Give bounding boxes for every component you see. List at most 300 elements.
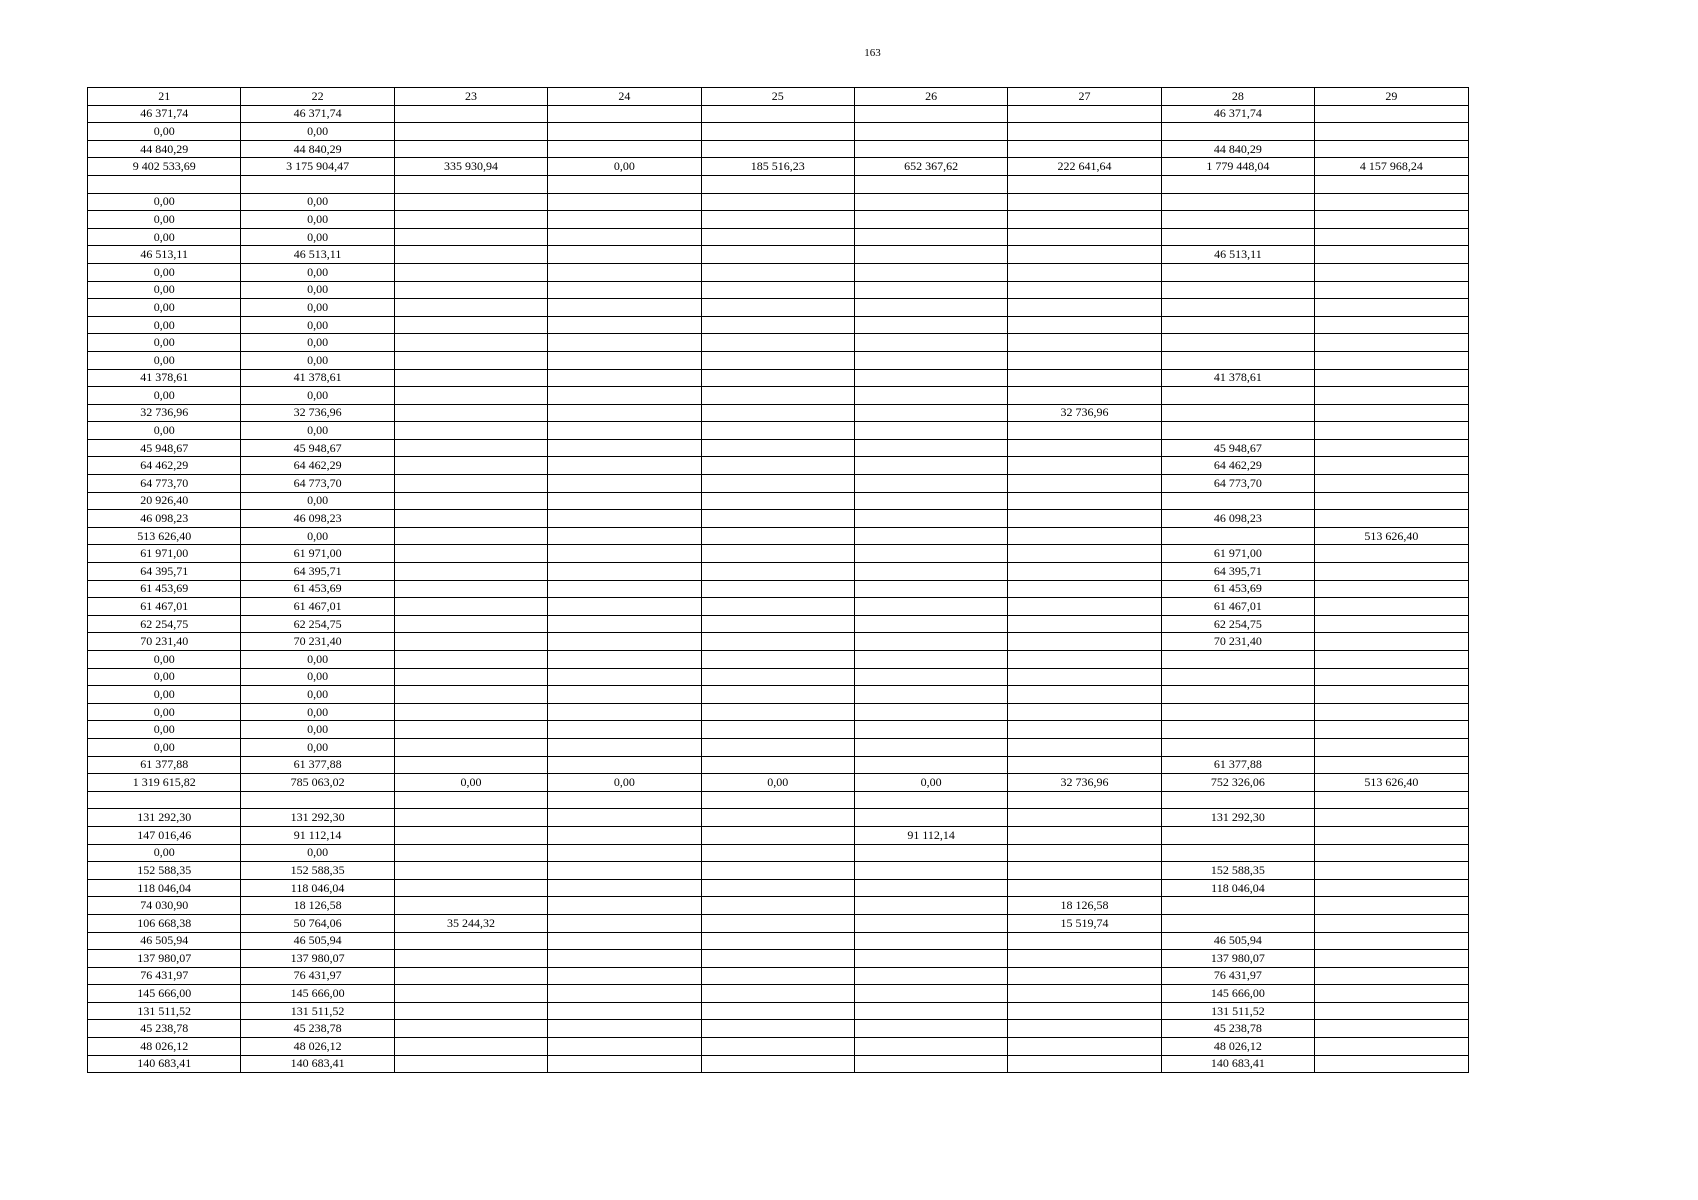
table-cell: 0,00 (241, 263, 394, 281)
table-cell (854, 615, 1007, 633)
table-cell (1008, 651, 1161, 669)
table-cell (1161, 686, 1314, 704)
table-cell: 41 378,61 (88, 369, 241, 387)
table-cell: 785 063,02 (241, 774, 394, 792)
table-cell (1008, 844, 1161, 862)
table-cell (548, 123, 701, 141)
table-cell: 131 292,30 (1161, 809, 1314, 827)
table-cell (854, 387, 1007, 405)
table-cell: 64 773,70 (1161, 475, 1314, 493)
table-row (88, 316, 1469, 334)
table-row (88, 527, 1469, 545)
table-cell (1161, 211, 1314, 229)
table-cell: 0,00 (88, 651, 241, 669)
table-cell (854, 721, 1007, 739)
table-cell: 45 238,78 (241, 1020, 394, 1038)
table-cell: 0,00 (88, 422, 241, 440)
table-cell (1315, 914, 1468, 932)
table-cell (394, 545, 547, 563)
table-cell: 131 292,30 (241, 809, 394, 827)
table-cell (701, 387, 854, 405)
table-cell: 61 453,69 (241, 580, 394, 598)
column-header: 22 (241, 88, 394, 106)
table-row (88, 615, 1469, 633)
table-cell: 0,00 (88, 738, 241, 756)
table-cell (548, 563, 701, 581)
table-cell: 0,00 (88, 668, 241, 686)
table-cell: 76 431,97 (241, 967, 394, 985)
table-cell (854, 844, 1007, 862)
table-cell (854, 809, 1007, 827)
table-cell (701, 193, 854, 211)
table-cell (1315, 703, 1468, 721)
table-cell (854, 422, 1007, 440)
table-cell (701, 1020, 854, 1038)
table-cell (854, 985, 1007, 1003)
table-cell: 0,00 (241, 299, 394, 317)
table-cell (854, 105, 1007, 123)
table-cell (241, 791, 394, 809)
table-cell: 70 231,40 (88, 633, 241, 651)
table-cell (1161, 351, 1314, 369)
column-header: 27 (1008, 88, 1161, 106)
table-cell: 4 157 968,24 (1315, 158, 1468, 176)
table-cell: 131 511,52 (1161, 1002, 1314, 1020)
table-cell (701, 563, 854, 581)
table-cell (394, 563, 547, 581)
table-cell (1008, 123, 1161, 141)
table-cell (1161, 404, 1314, 422)
table-cell (1315, 580, 1468, 598)
table-cell (1008, 351, 1161, 369)
table-cell (1161, 897, 1314, 915)
table-cell (1315, 985, 1468, 1003)
table-row (88, 158, 1469, 176)
table-cell: 91 112,14 (241, 826, 394, 844)
table-row (88, 774, 1469, 792)
table-cell (1008, 703, 1161, 721)
table-cell: 46 513,11 (1161, 246, 1314, 264)
table-cell (394, 527, 547, 545)
table-cell (1161, 914, 1314, 932)
table-row (88, 1055, 1469, 1073)
table-cell (394, 228, 547, 246)
table-cell (701, 738, 854, 756)
table-cell (1008, 1020, 1161, 1038)
table-cell (1008, 862, 1161, 880)
table-cell (548, 633, 701, 651)
table-cell (1315, 1038, 1468, 1056)
table-cell (394, 862, 547, 880)
table-cell (1008, 809, 1161, 827)
table-cell (1161, 844, 1314, 862)
table-cell: 152 588,35 (241, 862, 394, 880)
table-cell (548, 1055, 701, 1073)
table-cell: 0,00 (88, 123, 241, 141)
table-cell (1315, 246, 1468, 264)
table-cell (854, 668, 1007, 686)
table-cell: 0,00 (241, 211, 394, 229)
table-cell: 15 519,74 (1008, 914, 1161, 932)
table-cell (394, 510, 547, 528)
table-cell (701, 263, 854, 281)
table-cell (394, 105, 547, 123)
table-cell (854, 897, 1007, 915)
table-row (88, 246, 1469, 264)
table-cell (394, 140, 547, 158)
table-cell (701, 914, 854, 932)
table-row (88, 950, 1469, 968)
table-row (88, 686, 1469, 704)
table-cell (854, 1038, 1007, 1056)
table-cell: 64 395,71 (241, 563, 394, 581)
table-row (88, 545, 1469, 563)
table-cell: 0,00 (241, 738, 394, 756)
table-cell (1315, 598, 1468, 616)
table-cell: 0,00 (88, 299, 241, 317)
table-cell (854, 580, 1007, 598)
table-cell (854, 1002, 1007, 1020)
table-cell: 76 431,97 (88, 967, 241, 985)
table-row (88, 369, 1469, 387)
table-cell (394, 950, 547, 968)
table-cell (854, 598, 1007, 616)
table-cell (854, 334, 1007, 352)
table-cell (701, 334, 854, 352)
table-row (88, 738, 1469, 756)
table-cell (548, 299, 701, 317)
table-cell: 0,00 (241, 668, 394, 686)
table-cell (1008, 985, 1161, 1003)
table-cell (1315, 334, 1468, 352)
table-cell (701, 123, 854, 141)
table-cell: 752 326,06 (1161, 774, 1314, 792)
table-cell: 0,00 (241, 492, 394, 510)
table-cell (1008, 1038, 1161, 1056)
table-cell: 61 467,01 (241, 598, 394, 616)
table-cell: 513 626,40 (88, 527, 241, 545)
table-cell: 1 319 615,82 (88, 774, 241, 792)
table-row (88, 299, 1469, 317)
table-cell (854, 950, 1007, 968)
table-cell: 0,00 (88, 334, 241, 352)
table-cell: 46 371,74 (88, 105, 241, 123)
table-row (88, 932, 1469, 950)
table-cell (1315, 475, 1468, 493)
table-cell (394, 492, 547, 510)
table-cell (854, 316, 1007, 334)
table-row (88, 633, 1469, 651)
table-cell (701, 175, 854, 193)
table-cell (548, 422, 701, 440)
table-cell (854, 527, 1007, 545)
table-cell (394, 633, 547, 651)
table-cell (1008, 527, 1161, 545)
table-cell (1008, 756, 1161, 774)
table-cell: 0,00 (88, 263, 241, 281)
table-cell: 185 516,23 (701, 158, 854, 176)
table-cell (548, 967, 701, 985)
table-cell (394, 721, 547, 739)
table-cell: 32 736,96 (1008, 404, 1161, 422)
table-cell: 46 098,23 (241, 510, 394, 528)
table-row (88, 510, 1469, 528)
table-row (88, 598, 1469, 616)
table-cell (394, 756, 547, 774)
table-cell (701, 897, 854, 915)
table-cell (1315, 123, 1468, 141)
table-cell (854, 457, 1007, 475)
table-cell (1161, 492, 1314, 510)
table-cell (394, 299, 547, 317)
table-cell (1008, 563, 1161, 581)
table-cell (394, 263, 547, 281)
table-cell (394, 175, 547, 193)
table-cell (1008, 932, 1161, 950)
table-cell (1161, 193, 1314, 211)
table-cell (1161, 791, 1314, 809)
table-cell (701, 826, 854, 844)
table-row (88, 668, 1469, 686)
table-cell (1008, 879, 1161, 897)
table-cell (1315, 686, 1468, 704)
table-cell (1008, 668, 1161, 686)
table-cell (1008, 369, 1161, 387)
table-cell (1315, 615, 1468, 633)
table-row (88, 967, 1469, 985)
table-cell: 35 244,32 (394, 914, 547, 932)
table-cell (1008, 334, 1161, 352)
table-cell (548, 862, 701, 880)
table-cell (394, 475, 547, 493)
table-cell (1161, 721, 1314, 739)
table-cell (1161, 228, 1314, 246)
column-header: 21 (88, 88, 241, 106)
table-cell: 46 513,11 (241, 246, 394, 264)
table-cell: 0,00 (241, 721, 394, 739)
table-cell (854, 967, 1007, 985)
table-cell: 46 371,74 (1161, 105, 1314, 123)
table-cell (548, 492, 701, 510)
table-cell: 0,00 (241, 316, 394, 334)
table-cell (854, 756, 1007, 774)
table-cell (1315, 1002, 1468, 1020)
table-cell: 32 736,96 (241, 404, 394, 422)
table-cell (701, 756, 854, 774)
table-cell (548, 475, 701, 493)
table-cell (701, 439, 854, 457)
table-cell (1008, 545, 1161, 563)
table-cell (548, 140, 701, 158)
table-cell (1315, 1020, 1468, 1038)
table-cell (1161, 334, 1314, 352)
table-cell: 48 026,12 (88, 1038, 241, 1056)
table-cell (394, 369, 547, 387)
table-cell (701, 105, 854, 123)
table-cell: 0,00 (88, 316, 241, 334)
table-cell: 335 930,94 (394, 158, 547, 176)
table-row (88, 439, 1469, 457)
table-cell (394, 1055, 547, 1073)
table-cell (701, 598, 854, 616)
table-cell: 46 505,94 (241, 932, 394, 950)
table-cell: 137 980,07 (1161, 950, 1314, 968)
table-cell (1315, 105, 1468, 123)
table-cell (701, 228, 854, 246)
table-row (88, 563, 1469, 581)
table-cell: 0,00 (548, 158, 701, 176)
table-cell: 61 377,88 (88, 756, 241, 774)
table-body (88, 105, 1469, 1073)
table-cell (1008, 615, 1161, 633)
table-cell (1315, 439, 1468, 457)
table-row (88, 492, 1469, 510)
table-cell: 50 764,06 (241, 914, 394, 932)
table-cell (1315, 351, 1468, 369)
table-cell (548, 334, 701, 352)
table-row (88, 263, 1469, 281)
table-cell: 61 971,00 (1161, 545, 1314, 563)
table-cell (701, 950, 854, 968)
table-cell: 118 046,04 (1161, 879, 1314, 897)
table-cell: 0,00 (241, 281, 394, 299)
table-cell: 0,00 (241, 193, 394, 211)
table-cell: 64 462,29 (241, 457, 394, 475)
table-cell: 62 254,75 (1161, 615, 1314, 633)
table-cell (854, 563, 1007, 581)
table-cell (394, 897, 547, 915)
table-row (88, 703, 1469, 721)
table-cell: 0,00 (88, 721, 241, 739)
table-cell: 0,00 (241, 123, 394, 141)
table-cell (548, 844, 701, 862)
table-row (88, 985, 1469, 1003)
table-cell: 513 626,40 (1315, 527, 1468, 545)
table-cell (1315, 1055, 1468, 1073)
table-cell (88, 175, 241, 193)
table-cell (701, 492, 854, 510)
table-cell (394, 246, 547, 264)
table-cell: 74 030,90 (88, 897, 241, 915)
table-cell (701, 1055, 854, 1073)
table-cell (1315, 950, 1468, 968)
table-cell (701, 967, 854, 985)
table-cell (854, 1055, 1007, 1073)
table-cell: 44 840,29 (241, 140, 394, 158)
table-cell (548, 756, 701, 774)
table-cell (1161, 527, 1314, 545)
table-cell (854, 686, 1007, 704)
table-cell (701, 651, 854, 669)
table-cell (1315, 826, 1468, 844)
table-row (88, 457, 1469, 475)
table-cell: 0,00 (241, 351, 394, 369)
table-row (88, 809, 1469, 827)
table-cell (394, 879, 547, 897)
table-cell: 0,00 (241, 527, 394, 545)
table-cell (1008, 193, 1161, 211)
table-cell (701, 615, 854, 633)
table-row (88, 862, 1469, 880)
table-cell: 0,00 (88, 844, 241, 862)
table-row (88, 193, 1469, 211)
table-cell (854, 545, 1007, 563)
table-cell (548, 263, 701, 281)
table-cell: 140 683,41 (88, 1055, 241, 1073)
table-cell (854, 263, 1007, 281)
table-cell: 0,00 (88, 351, 241, 369)
table-cell (1315, 175, 1468, 193)
table-cell (548, 510, 701, 528)
table-cell: 147 016,46 (88, 826, 241, 844)
table-cell (548, 703, 701, 721)
table-cell (548, 950, 701, 968)
table-cell (394, 1038, 547, 1056)
table-cell (1315, 193, 1468, 211)
table-cell (854, 281, 1007, 299)
table-cell (854, 246, 1007, 264)
table-cell (854, 369, 1007, 387)
table-cell (701, 422, 854, 440)
table-cell (854, 193, 1007, 211)
table-cell (548, 686, 701, 704)
table-cell: 0,00 (701, 774, 854, 792)
table-row (88, 281, 1469, 299)
table-cell (1315, 422, 1468, 440)
table-cell: 91 112,14 (854, 826, 1007, 844)
table-cell (854, 475, 1007, 493)
table-cell: 0,00 (241, 387, 394, 405)
table-cell: 45 948,67 (88, 439, 241, 457)
table-cell (548, 738, 701, 756)
table-cell (1008, 1002, 1161, 1020)
table-cell (1315, 387, 1468, 405)
table-cell (394, 281, 547, 299)
table-cell: 45 948,67 (241, 439, 394, 457)
table-cell: 44 840,29 (1161, 140, 1314, 158)
table-row (88, 721, 1469, 739)
table-row (88, 580, 1469, 598)
table-cell (701, 246, 854, 264)
table-cell (1315, 844, 1468, 862)
table-cell (854, 123, 1007, 141)
table-cell (1161, 387, 1314, 405)
table-cell (701, 985, 854, 1003)
table-cell (1008, 738, 1161, 756)
table-row (88, 475, 1469, 493)
table-cell (1315, 545, 1468, 563)
table-cell (548, 527, 701, 545)
table-cell (854, 140, 1007, 158)
table-cell: 41 378,61 (1161, 369, 1314, 387)
table-cell (548, 580, 701, 598)
table-cell (1315, 721, 1468, 739)
table-cell (1315, 492, 1468, 510)
table-cell (701, 844, 854, 862)
table-cell (1008, 281, 1161, 299)
table-cell (394, 316, 547, 334)
table-cell: 61 467,01 (1161, 598, 1314, 616)
table-cell (394, 826, 547, 844)
table-cell (394, 967, 547, 985)
table-cell (1008, 950, 1161, 968)
table-cell (394, 439, 547, 457)
table-cell: 118 046,04 (241, 879, 394, 897)
table-cell: 131 511,52 (241, 1002, 394, 1020)
column-header: 23 (394, 88, 547, 106)
table-cell: 0,00 (88, 387, 241, 405)
table-cell (1008, 140, 1161, 158)
